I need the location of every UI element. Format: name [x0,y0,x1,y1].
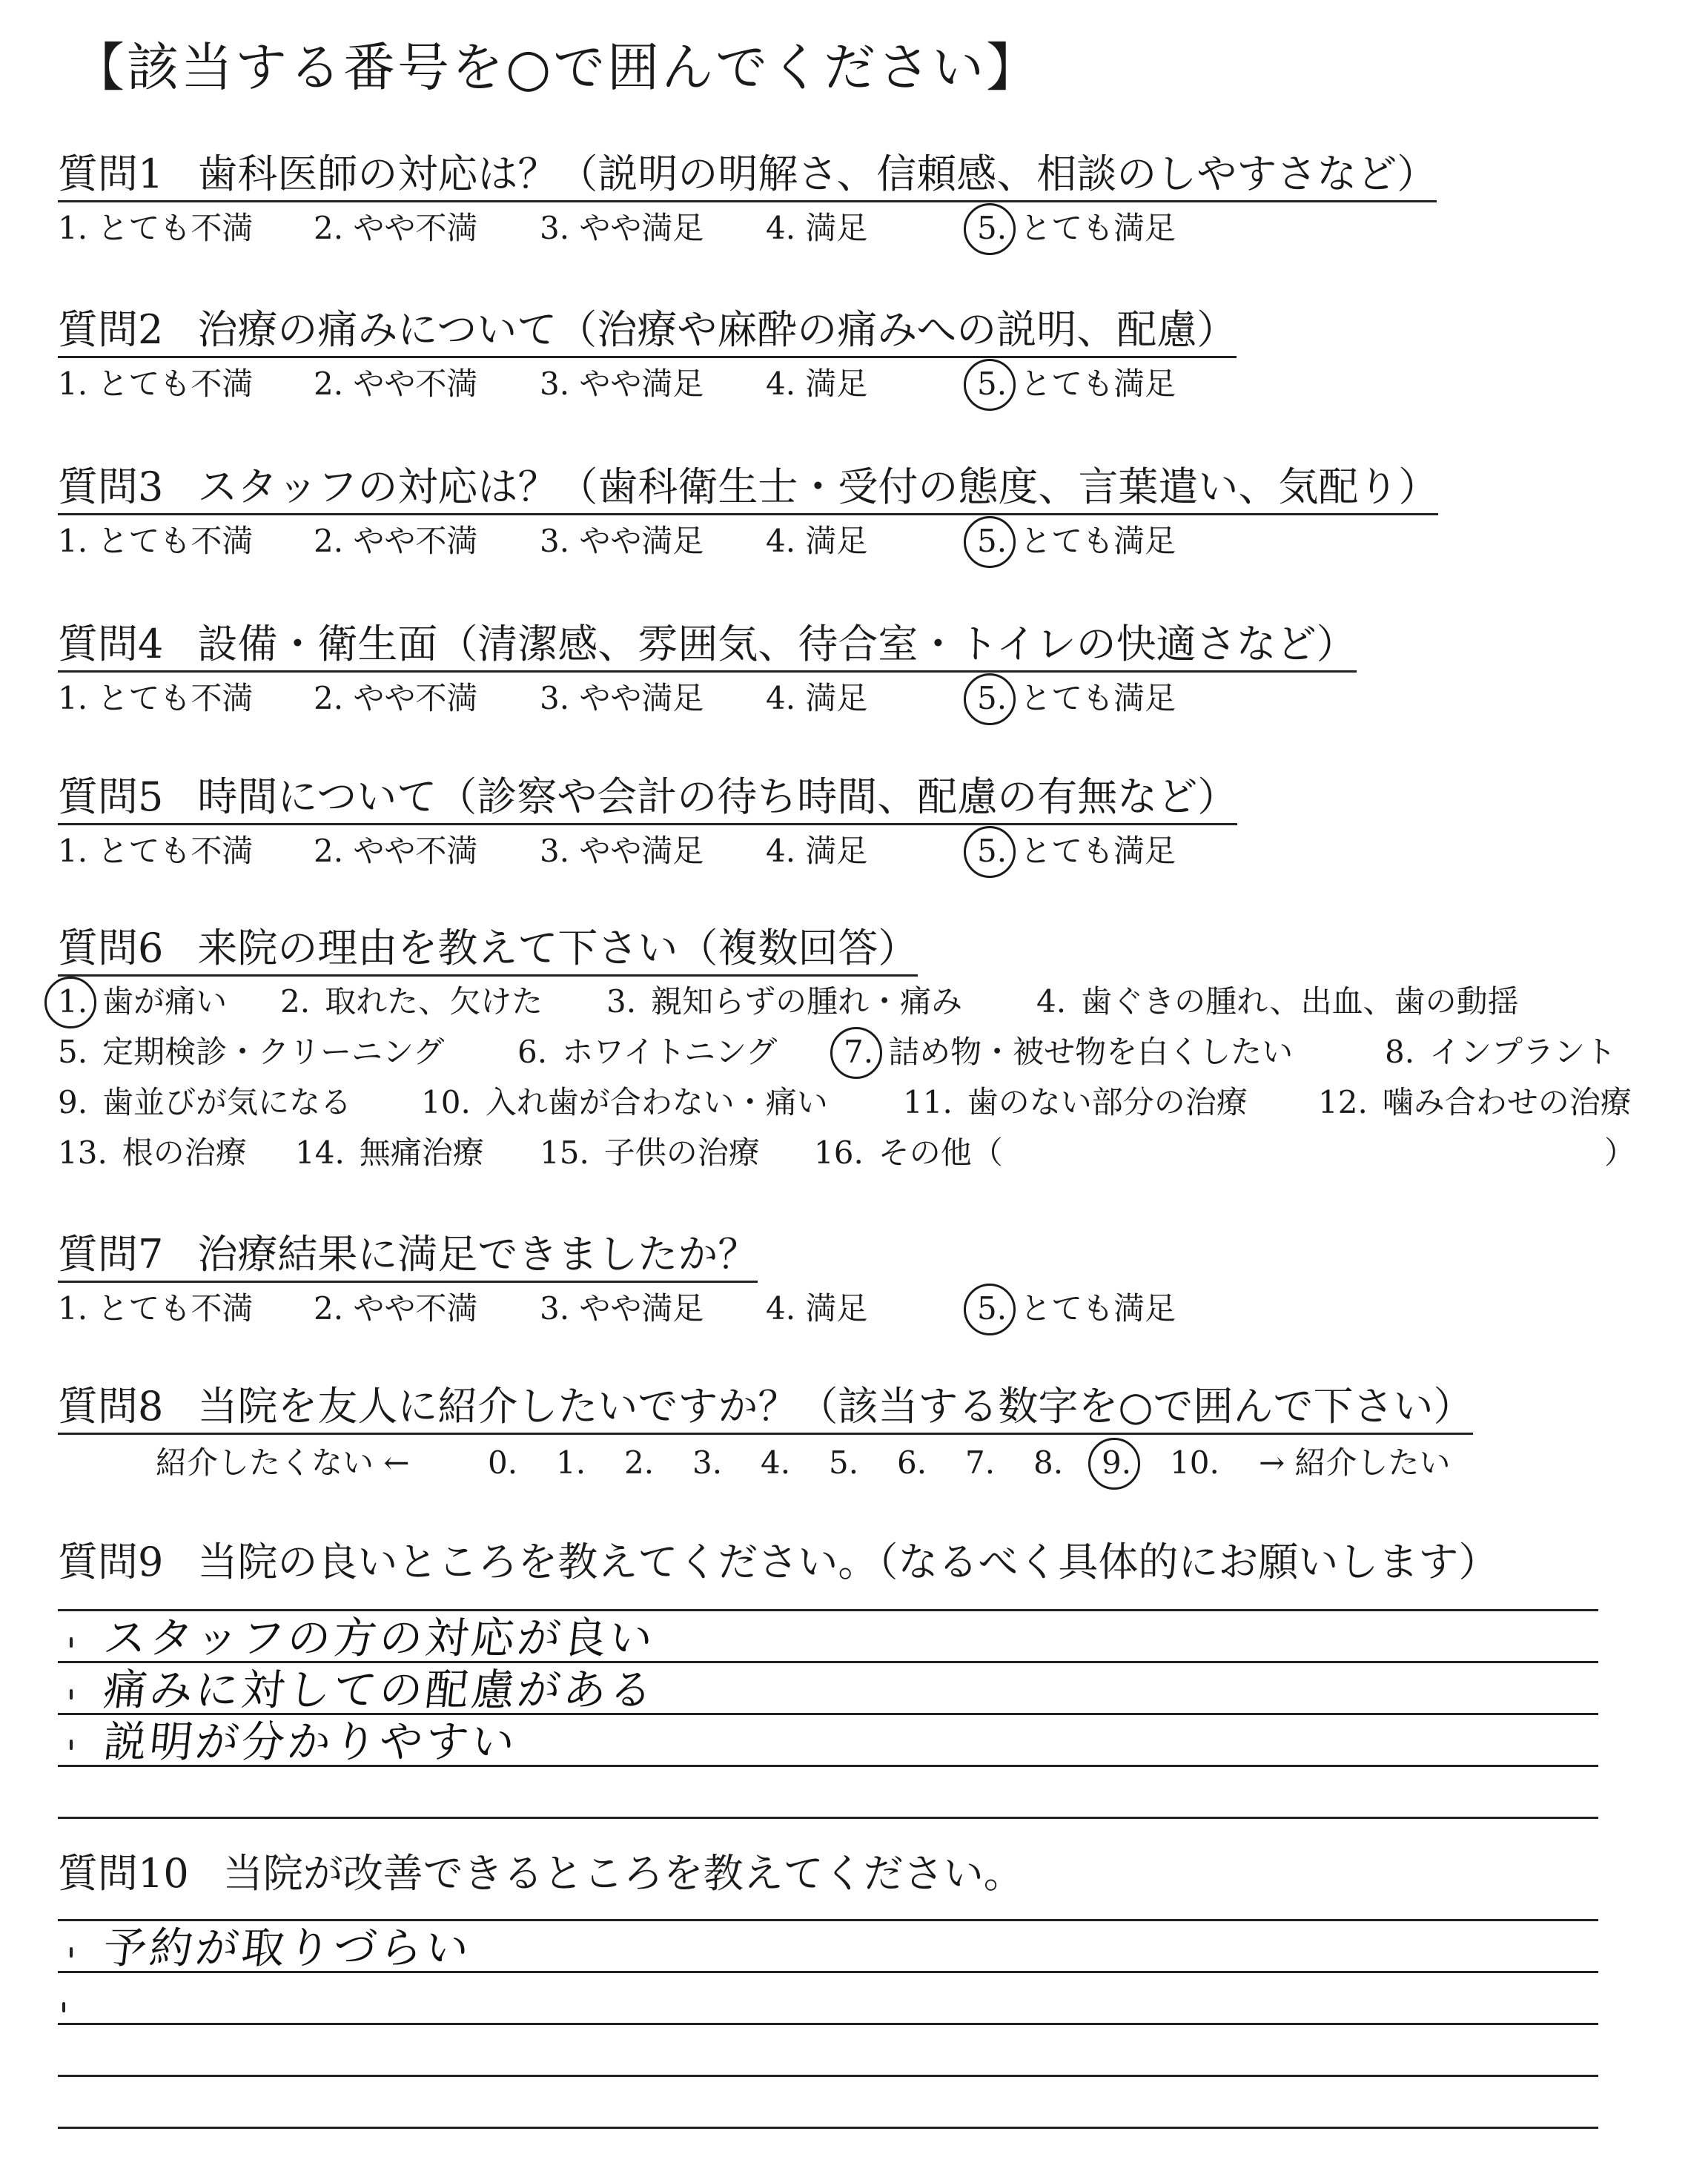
reason-item-3[interactable] [606,983,963,1020]
recommend-left-label: 紹介したくない ← [156,1444,410,1481]
question-number: 質問1 [58,151,164,197]
reason-label: インプラント [1429,1034,1617,1070]
option-1[interactable]: 1. とても不満 [58,210,254,246]
question-7-heading [58,1231,758,1283]
reason-label: その他（ [878,1135,1003,1171]
question-6-heading [58,925,918,977]
option-number: 5. [977,366,1007,402]
reason-label: 定期検診・クリーニング [102,1034,445,1070]
question-number: 質問5 [58,773,164,820]
reason-item-6[interactable] [517,1034,778,1070]
question-4-heading [58,621,1357,673]
question-7-scale [58,1290,1318,1330]
option-number: 5. [977,210,1007,246]
reason-item-11[interactable] [903,1084,1248,1120]
question-number: 質問10 [58,1850,189,1897]
option-label: とても満足 [1020,833,1176,869]
reason-number: 15. [540,1135,589,1171]
question-text: 当院の良いところを教えてください。（なるべく具体的にお願いします） [197,1539,1499,1585]
option-label: とても満足 [1020,1290,1176,1327]
option-2[interactable]: 2. やや不満 [314,833,478,869]
reason-item-13[interactable] [58,1137,247,1169]
reason-label: 歯のない部分の治療 [967,1084,1248,1120]
handwritten-answer[interactable]: 説明が分かりやすい [101,1717,520,1767]
reason-item-14[interactable] [295,1137,484,1169]
question-3-scale [58,523,1318,563]
reason-label: 詰め物・被せ物を白くしたい [888,1034,1294,1070]
reason-item-4[interactable] [1036,983,1519,1020]
question-text: 時間について（診察や会計の待ち時間、配慮の有無など） [197,773,1238,820]
handwritten-answer[interactable]: 痛みに対しての配慮がある [101,1665,658,1715]
reason-number: 7. [844,1034,874,1070]
option-label: とても満足 [1020,680,1176,716]
question-text: 治療の痛みについて（治療や麻酔の痛みへの説明、配慮） [197,306,1237,353]
bullet-mark [70,1947,73,1958]
question-1-scale [58,210,1318,250]
question-10-heading [58,1850,1024,1900]
recommend-4[interactable]: 4. [761,1444,791,1481]
reason-label: 歯並びが気になる [102,1084,352,1120]
answer-line [58,2075,1598,2077]
bullet-mark [70,1637,73,1648]
option-number: 5. [977,1290,1007,1327]
reason-number: 2. [280,983,311,1020]
answer-line [58,2127,1598,2129]
question-text: 当院が改善できるところを教えてください。 [222,1850,1024,1897]
reason-item-12[interactable] [1318,1084,1632,1120]
option-label: とても満足 [1020,523,1176,559]
option-1[interactable]: 1. とても不満 [58,833,254,869]
recommend-7[interactable]: 7. [965,1444,996,1481]
option-1[interactable]: 1. とても不満 [58,523,254,559]
reason-number: 13. [58,1135,107,1171]
reason-item-7[interactable] [844,1034,1294,1070]
option-4[interactable]: 4. 満足 [766,366,868,402]
option-2[interactable]: 2. やや不満 [314,680,478,716]
answer-line [58,1609,1598,1611]
question-text: 治療結果に満足できましたか？ [197,1231,758,1278]
bullet-mark [62,2002,65,2012]
option-5-selected[interactable] [977,210,1176,246]
option-5-selected[interactable] [977,1290,1176,1327]
question-number: 質問4 [58,621,164,667]
option-4[interactable]: 4. 満足 [766,833,868,869]
reason-item-10[interactable] [421,1084,828,1120]
option-label: とても満足 [1020,210,1176,246]
reason-number: 8. [1385,1034,1415,1070]
question-number: 質問9 [58,1539,164,1585]
option-1[interactable]: 1. とても不満 [58,1290,254,1327]
recommend-3[interactable]: 3. [692,1444,723,1481]
question-number: 質問2 [58,306,164,353]
reason-label: 歯ぐきの腫れ、出血、歯の動揺 [1081,983,1519,1020]
reason-label: 根の治療 [122,1135,247,1171]
reason-label: 入れ歯が合わない・痛い [485,1084,828,1120]
question-text: 設備・衛生面（清潔感、雰囲気、待合室・トイレの快適さなど） [197,621,1357,667]
reason-number: 10. [421,1084,471,1120]
reason-item-8[interactable] [1385,1034,1617,1070]
option-4[interactable]: 4. 満足 [766,680,868,716]
reason-number: 4. [1036,983,1067,1020]
recommend-8[interactable]: 8. [1033,1444,1064,1481]
reason-number: 11. [903,1084,953,1120]
question-5-heading [58,773,1238,825]
option-1[interactable]: 1. とても不満 [58,366,254,402]
option-2[interactable]: 2. やや不満 [314,1290,478,1327]
option-4[interactable]: 4. 満足 [766,210,868,246]
reason-item-1[interactable] [58,983,228,1020]
question-3-heading [58,463,1439,515]
reason-item-16[interactable] [814,1137,1003,1169]
question-9-heading [58,1539,1499,1588]
recommend-0[interactable]: 0. [488,1444,518,1481]
recommend-number: 9. [1102,1444,1132,1481]
reason-label: 親知らずの腫れ・痛み [651,983,963,1020]
option-5-selected[interactable] [977,833,1176,869]
option-label: とても満足 [1020,366,1176,402]
question-number: 質問8 [58,1383,164,1430]
recommend-5[interactable]: 5. [829,1444,859,1481]
option-2[interactable]: 2. やや不満 [314,366,478,402]
recommend-9-selected[interactable] [1102,1444,1145,1481]
option-5-selected[interactable] [977,680,1176,716]
reason-number: 6. [517,1034,548,1070]
question-5-scale [58,833,1318,873]
survey-title: 【該当する番号を○で囲んでください】 [73,37,1041,98]
option-number: 5. [977,833,1007,869]
reason-item-5[interactable] [58,1034,445,1070]
bullet-mark [70,1689,73,1700]
question-1-heading [58,151,1437,202]
bullet-mark [70,1740,73,1750]
reason-number: 1. [58,983,88,1020]
option-3[interactable]: 3. やや満足 [540,523,704,559]
handwritten-answer[interactable]: 予約が取りづらい [101,1923,474,1973]
answer-line [58,1919,1598,1921]
option-number: 5. [977,680,1007,716]
reason-label: 噛み合わせの治療 [1382,1084,1632,1120]
recommend-2[interactable]: 2. [624,1444,655,1481]
reason-number: 12. [1318,1084,1368,1120]
option-3[interactable]: 3. やや満足 [540,1290,704,1327]
question-2-heading [58,306,1237,358]
reason-number: 5. [58,1034,88,1070]
question-number: 質問7 [58,1231,164,1278]
option-3[interactable]: 3. やや満足 [540,833,704,869]
recommend-scale [156,1444,1564,1484]
question-2-scale [58,366,1318,406]
recommend-6[interactable]: 6. [897,1444,927,1481]
question-text: 歯科医師の対応は？（説明の明解さ、信頼感、相談のしやすさなど） [197,151,1437,197]
option-5-selected[interactable] [977,366,1176,402]
recommend-right-label: → 紹介したい [1259,1444,1451,1481]
reason-label: 子供の治療 [603,1135,760,1171]
reason-number: 16. [814,1135,864,1171]
answer-line [58,1817,1598,1819]
reason-label: 歯が痛い [102,983,228,1020]
question-4-scale [58,680,1318,720]
handwritten-answer[interactable]: スタッフの方の対応が良い [101,1613,658,1663]
option-4[interactable]: 4. 満足 [766,523,868,559]
reason-number: 3. [606,983,637,1020]
question-number: 質問3 [58,463,164,510]
answer-line [58,2023,1598,2025]
recommend-1[interactable]: 1. [556,1444,586,1481]
option-2[interactable]: 2. やや不満 [314,210,478,246]
option-3[interactable]: 3. やや満足 [540,680,704,716]
reason-item-2[interactable] [280,983,543,1020]
question-text: スタッフの対応は？（歯科衛生士・受付の態度、言葉遣い、気配り） [197,463,1439,510]
question-number: 質問6 [58,925,164,971]
option-2[interactable]: 2. やや不満 [314,523,478,559]
option-3[interactable]: 3. やや満足 [540,366,704,402]
other-close-paren: ） [1604,1135,1636,1171]
question-text: 当院を友人に紹介したいですか？（該当する数字を○で囲んで下さい） [197,1383,1474,1430]
option-number: 5. [977,523,1007,559]
question-text: 来院の理由を教えて下さい（複数回答） [197,925,918,971]
reason-label: 無痛治療 [359,1135,484,1171]
reason-item-15[interactable] [540,1137,760,1169]
question-8-heading [58,1383,1474,1435]
recommend-10[interactable]: 10. [1170,1444,1219,1481]
reason-number: 14. [295,1135,345,1171]
reason-label: ホワイトニング [562,1034,778,1070]
reason-label: 取れた、欠けた [325,983,543,1020]
option-4[interactable]: 4. 満足 [766,1290,868,1327]
reason-item-9[interactable] [58,1084,352,1120]
option-1[interactable]: 1. とても不満 [58,680,254,716]
option-3[interactable]: 3. やや満足 [540,210,704,246]
option-5-selected[interactable] [977,523,1176,559]
reason-number: 9. [58,1084,88,1120]
